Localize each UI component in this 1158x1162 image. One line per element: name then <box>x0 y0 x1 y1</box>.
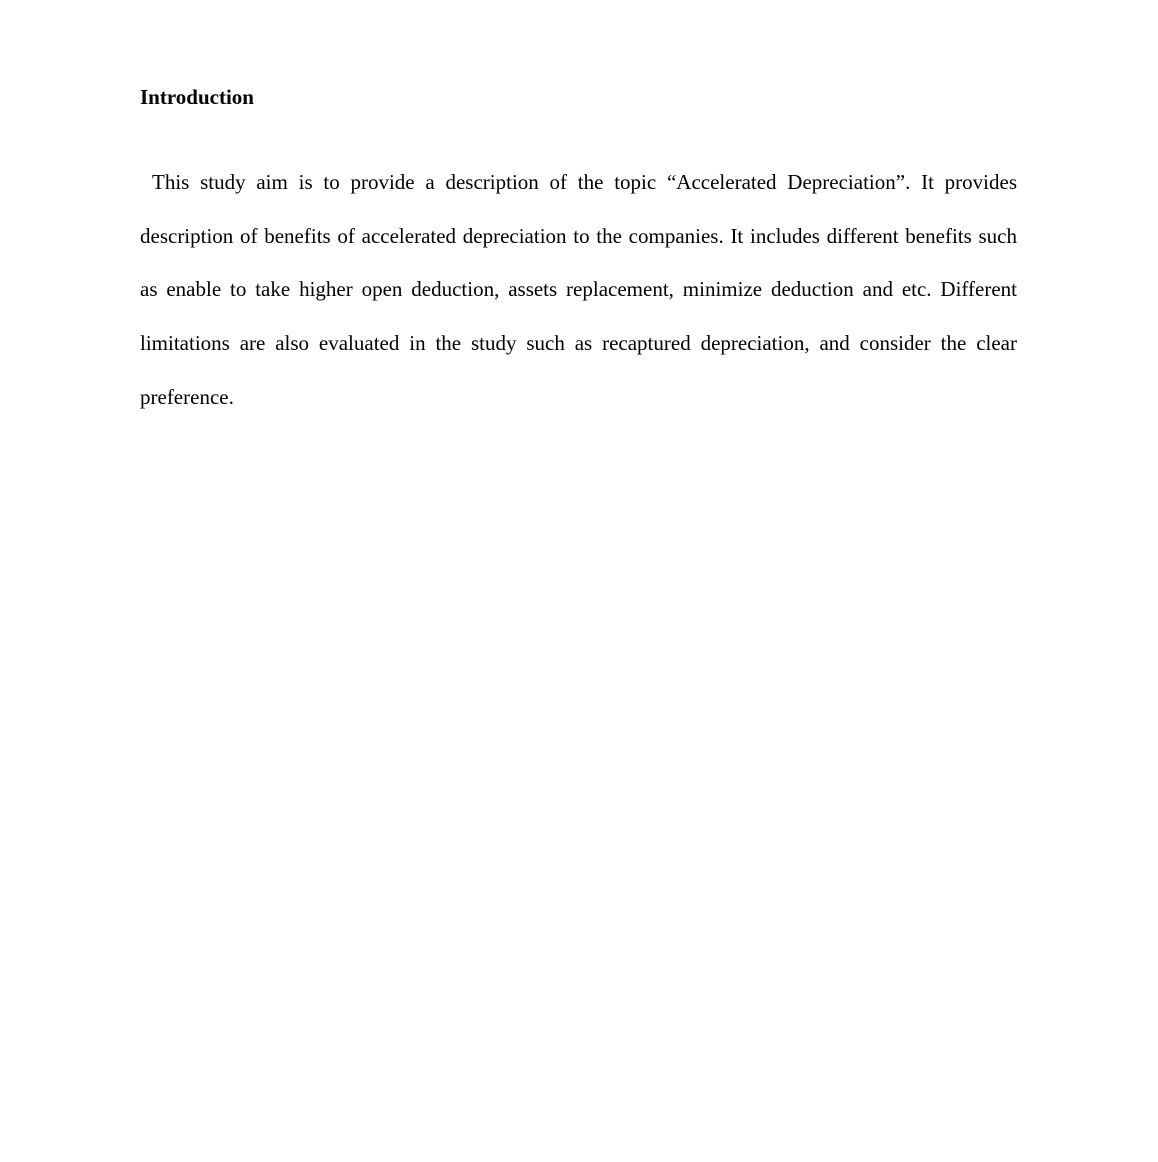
introduction-paragraph: This study aim is to provide a description of the topic “Accelerated Depreciation”. It provides description of benefits of accelerated depreciation to the companies. It includes different benefits such as enable to take higher open deduction, assets replacement, minimize deduction and etc. Different limitations are also evaluated in the study such as recaptured depreciation, and consider the clear preference. <box>140 170 1017 409</box>
document-content <box>140 82 1017 425</box>
section-heading: Introduction <box>140 85 254 109</box>
